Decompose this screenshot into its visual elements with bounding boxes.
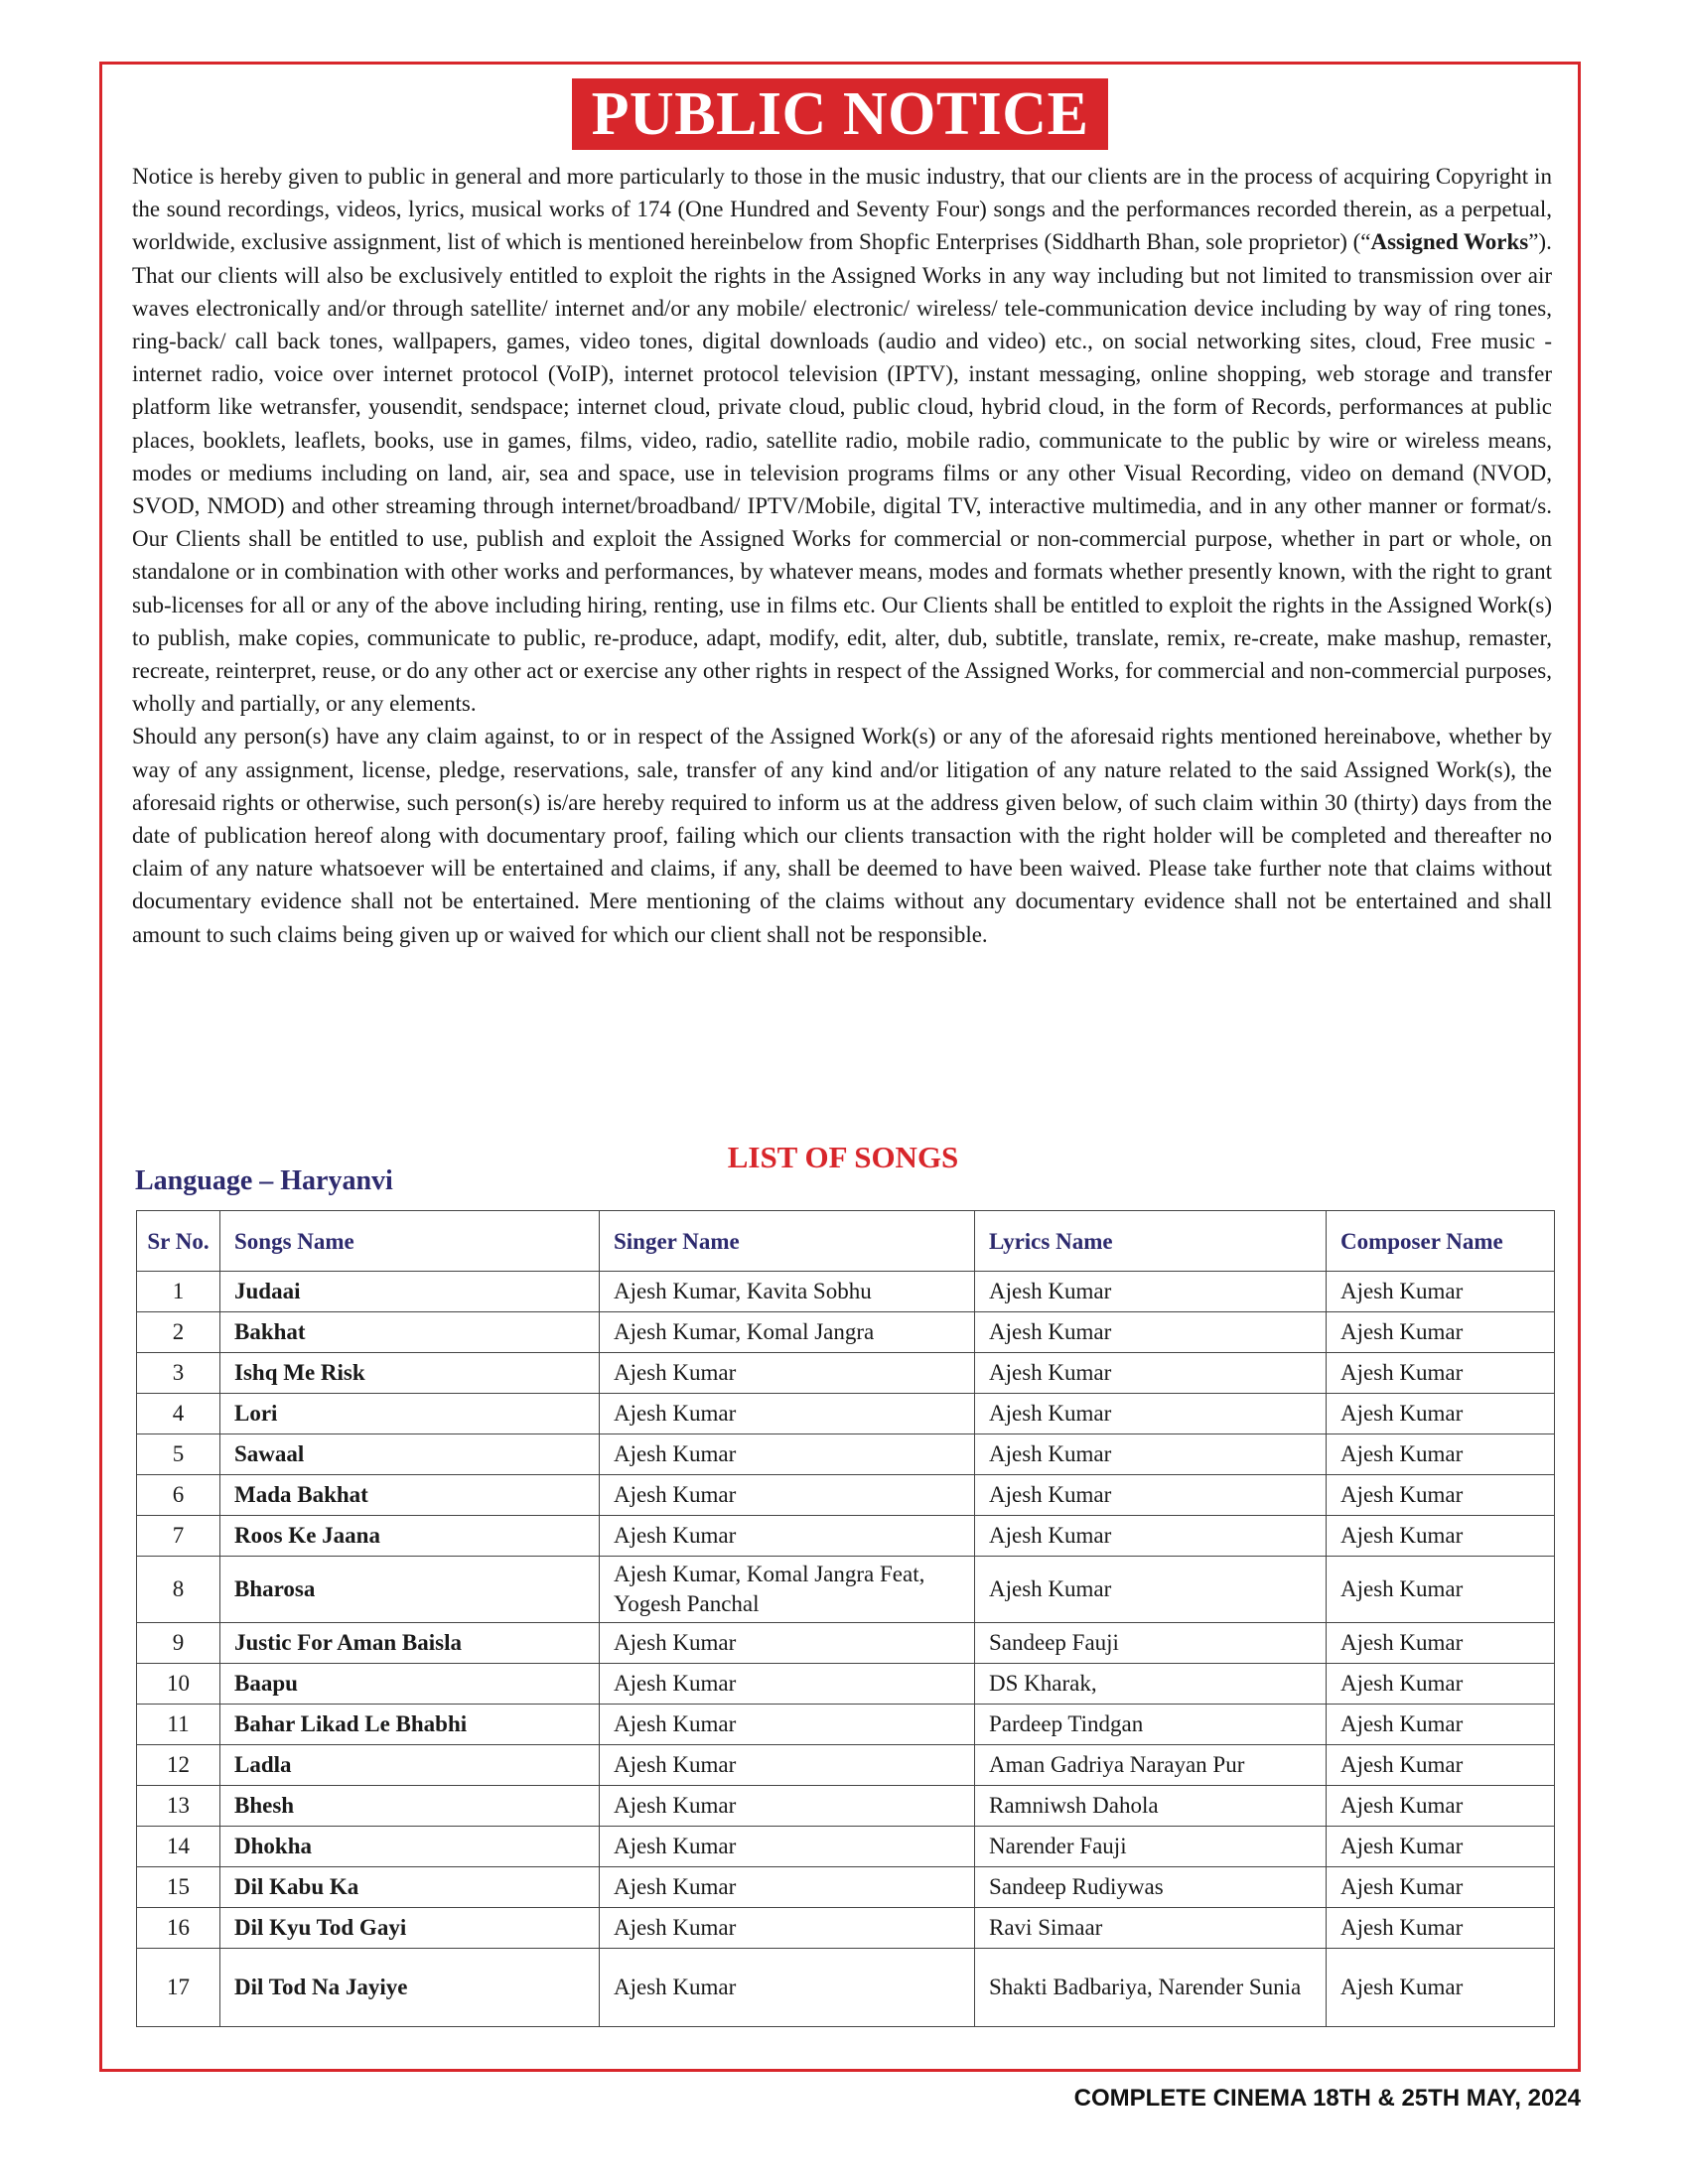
cell-sr: 15	[137, 1867, 220, 1908]
cell-lyrics: Narender Fauji	[975, 1827, 1327, 1867]
cell-singer: Ajesh Kumar	[600, 1705, 975, 1745]
cell-composer: Ajesh Kumar	[1327, 1786, 1555, 1827]
cell-song: Ishq Me Risk	[220, 1353, 600, 1394]
cell-lyrics: Ajesh Kumar	[975, 1353, 1327, 1394]
cell-song: Bahar Likad Le Bhabhi	[220, 1705, 600, 1745]
cell-song: Dhokha	[220, 1827, 600, 1867]
cell-sr: 10	[137, 1664, 220, 1705]
cell-lyrics: Ajesh Kumar	[975, 1557, 1327, 1623]
cell-composer: Ajesh Kumar	[1327, 1705, 1555, 1745]
publication-footer: COMPLETE CINEMA 18TH & 25TH MAY, 2024	[1073, 2085, 1581, 2112]
cell-lyrics: Sandeep Fauji	[975, 1623, 1327, 1664]
table-row	[137, 1475, 1555, 1516]
cell-sr: 16	[137, 1908, 220, 1949]
table-row	[137, 1557, 1555, 1623]
header-songs-name: Songs Name	[220, 1211, 600, 1272]
cell-sr: 3	[137, 1353, 220, 1394]
cell-sr: 8	[137, 1557, 220, 1623]
cell-sr: 2	[137, 1312, 220, 1353]
table-row	[137, 1516, 1555, 1557]
cell-song: Justic For Aman Baisla	[220, 1623, 600, 1664]
cell-composer: Ajesh Kumar	[1327, 1272, 1555, 1312]
cell-singer: Ajesh Kumar	[600, 1353, 975, 1394]
cell-song: Lori	[220, 1394, 600, 1434]
notice-body	[132, 160, 1552, 951]
header-singer-name: Singer Name	[600, 1211, 975, 1272]
cell-composer: Ajesh Kumar	[1327, 1312, 1555, 1353]
cell-song: Bharosa	[220, 1557, 600, 1623]
table-row	[137, 1664, 1555, 1705]
cell-sr: 5	[137, 1434, 220, 1475]
cell-song: Roos Ke Jaana	[220, 1516, 600, 1557]
cell-lyrics: Pardeep Tindgan	[975, 1705, 1327, 1745]
cell-sr: 6	[137, 1475, 220, 1516]
cell-singer: Ajesh Kumar, Kavita Sobhu	[600, 1272, 975, 1312]
header-lyrics-name: Lyrics Name	[975, 1211, 1327, 1272]
title-wrap	[102, 78, 1578, 150]
cell-sr: 13	[137, 1786, 220, 1827]
language-label: Language – Haryanvi	[135, 1165, 393, 1196]
cell-lyrics: Ajesh Kumar	[975, 1394, 1327, 1434]
table-row	[137, 1949, 1555, 2027]
cell-sr: 4	[137, 1394, 220, 1434]
cell-singer: Ajesh Kumar	[600, 1664, 975, 1705]
cell-singer: Ajesh Kumar	[600, 1949, 975, 2027]
cell-sr: 11	[137, 1705, 220, 1745]
cell-song: Ladla	[220, 1745, 600, 1786]
cell-singer: Ajesh Kumar	[600, 1908, 975, 1949]
cell-composer: Ajesh Kumar	[1327, 1475, 1555, 1516]
cell-song: Bakhat	[220, 1312, 600, 1353]
notice-paragraph-1	[132, 160, 1552, 259]
cell-sr: 14	[137, 1827, 220, 1867]
notice-frame	[99, 62, 1581, 2072]
cell-composer: Ajesh Kumar	[1327, 1908, 1555, 1949]
cell-sr: 12	[137, 1745, 220, 1786]
table-row	[137, 1867, 1555, 1908]
cell-singer: Ajesh Kumar	[600, 1867, 975, 1908]
cell-singer: Ajesh Kumar, Komal Jangra	[600, 1312, 975, 1353]
cell-lyrics: Ajesh Kumar	[975, 1516, 1327, 1557]
cell-singer: Ajesh Kumar	[600, 1434, 975, 1475]
table-row	[137, 1908, 1555, 1949]
cell-lyrics: Ravi Simaar	[975, 1908, 1327, 1949]
cell-singer: Ajesh Kumar	[600, 1623, 975, 1664]
cell-sr: 17	[137, 1949, 220, 2027]
table-row	[137, 1623, 1555, 1664]
cell-song: Dil Tod Na Jayiye	[220, 1949, 600, 2027]
cell-song: Dil Kabu Ka	[220, 1867, 600, 1908]
cell-sr: 1	[137, 1272, 220, 1312]
cell-song: Judaai	[220, 1272, 600, 1312]
cell-composer: Ajesh Kumar	[1327, 1516, 1555, 1557]
cell-singer: Ajesh Kumar	[600, 1516, 975, 1557]
cell-lyrics: Ajesh Kumar	[975, 1475, 1327, 1516]
cell-singer: Ajesh Kumar	[600, 1827, 975, 1867]
table-row	[137, 1353, 1555, 1394]
cell-song: Bhesh	[220, 1786, 600, 1827]
songs-table	[136, 1210, 1555, 2027]
cell-singer: Ajesh Kumar	[600, 1745, 975, 1786]
cell-lyrics: Sandeep Rudiywas	[975, 1867, 1327, 1908]
p1-end: ”).	[1528, 229, 1552, 255]
table-row	[137, 1705, 1555, 1745]
table-row	[137, 1745, 1555, 1786]
list-title: LIST OF SONGS	[727, 1140, 959, 1174]
cell-song: Dil Kyu Tod Gayi	[220, 1908, 600, 1949]
cell-composer: Ajesh Kumar	[1327, 1394, 1555, 1434]
table-row	[137, 1312, 1555, 1353]
cell-composer: Ajesh Kumar	[1327, 1827, 1555, 1867]
cell-lyrics: Shakti Badbariya, Narender Sunia	[975, 1949, 1327, 2027]
cell-composer: Ajesh Kumar	[1327, 1745, 1555, 1786]
notice-paragraph-2: That our clients will also be exclusively entitled to exploit the rights in the Assigned Works in any way including but not limited to transmission over air waves electronically and/or through satellite/ internet and/or any mobile/ electronic/ wireless/ tele-communication device including by way of ring tones, ring-back/ call back tones, wallpapers, games, video tones, digital downloads (audio and video) etc., on social networking sites, cloud, Free music - internet radio, voice over internet protocol (VoIP), internet protocol television (IPTV), instant messaging, online shopping, web storage and transfer platform like wetransfer, yousendit, sendspace; internet cloud, private cloud, public cloud, hybrid cloud, in the form of Records, performances at public places, booklets, leaflets, books, use in games, films, video, radio, satellite radio, mobile radio, communicate to the public by wire or wireless means, modes or mediums including on land, air, sea and space, use in television programs films or any other Visual Recording, video on demand (NVOD, SVOD, NMOD) and other streaming through internet/broadband/ IPTV/Mobile, digital TV, interactive multimedia, and in any other manner or format/s. Our Clients shall be entitled to use, publish and exploit the Assigned Works for commercial or non-commercial purpose, whether in part or whole, on standalone or in combination with other works and performances, by whatever means, modes and formats whether presently known, with the right to grant sub-licenses for all or any of the above including hiring, renting, use in films etc. Our Clients shall be entitled to exploit the rights in the Assigned Work(s) to publish, make copies, communicate to public, re-produce, adapt, modify, edit, alter, dub, subtitle, translate, remix, re-create, make mashup, remaster, recreate, reinterpret, reuse, or do any other act or exercise any other rights in respect of the Assigned Works, for commercial and non-commercial purposes, wholly and partially, or any elements.	[132, 262, 1552, 717]
header-sr-no: Sr No.	[137, 1211, 220, 1272]
cell-composer: Ajesh Kumar	[1327, 1949, 1555, 2027]
table-row	[137, 1434, 1555, 1475]
table-row	[137, 1786, 1555, 1827]
cell-sr: 7	[137, 1516, 220, 1557]
cell-lyrics: Ajesh Kumar	[975, 1434, 1327, 1475]
cell-composer: Ajesh Kumar	[1327, 1623, 1555, 1664]
cell-singer: Ajesh Kumar	[600, 1786, 975, 1827]
cell-singer: Ajesh Kumar, Komal Jangra Feat, Yogesh Panchal	[600, 1557, 975, 1623]
cell-lyrics: Ajesh Kumar	[975, 1272, 1327, 1312]
table-header-row	[137, 1211, 1555, 1272]
cell-composer: Ajesh Kumar	[1327, 1557, 1555, 1623]
cell-singer: Ajesh Kumar	[600, 1475, 975, 1516]
cell-lyrics: DS Kharak,	[975, 1664, 1327, 1705]
cell-lyrics: Aman Gadriya Narayan Pur	[975, 1745, 1327, 1786]
cell-lyrics: Ramniwsh Dahola	[975, 1786, 1327, 1827]
cell-sr: 9	[137, 1623, 220, 1664]
cell-song: Sawaal	[220, 1434, 600, 1475]
cell-composer: Ajesh Kumar	[1327, 1353, 1555, 1394]
notice-title: PUBLIC NOTICE	[572, 78, 1109, 150]
cell-singer: Ajesh Kumar	[600, 1394, 975, 1434]
assigned-works-term: Assigned Works	[1370, 229, 1529, 255]
cell-composer: Ajesh Kumar	[1327, 1434, 1555, 1475]
cell-lyrics: Ajesh Kumar	[975, 1312, 1327, 1353]
header-composer-name: Composer Name	[1327, 1211, 1555, 1272]
cell-composer: Ajesh Kumar	[1327, 1664, 1555, 1705]
table-row	[137, 1827, 1555, 1867]
cell-composer: Ajesh Kumar	[1327, 1867, 1555, 1908]
cell-song: Baapu	[220, 1664, 600, 1705]
table-row	[137, 1272, 1555, 1312]
table-row	[137, 1394, 1555, 1434]
p1-text: Notice is hereby given to public in general and more particularly to those in the music industry, that our clients are in the process of acquiring Copyright in the sound recordings, videos, lyrics, musical works of 174 (One Hundred and Seventy Four) songs and the performances recorded therein, as a perpetual, worldwide, exclusive assignment, list of which is mentioned hereinbelow from Shopfic Enterprises (Siddharth Bhan, sole proprietor) (“	[132, 164, 1552, 255]
notice-paragraph-3: Should any person(s) have any claim against, to or in respect of the Assigned Work(s) or any of the aforesaid rights mentioned hereinabove, whether by way of any assignment, license, pledge, reservations, sale, transfer of any kind and/or litigation of any nature related to the said Assigned Work(s), the aforesaid rights or otherwise, such person(s) is/are hereby required to inform us at the address given below, of such claim within 30 (thirty) days from the date of publication hereof along with documentary proof, failing which our clients transaction with the right holder will be completed and thereafter no claim of any nature whatsoever will be entertained and claims, if any, shall be deemed to have been waived. Please take further note that claims without documentary evidence shall not be entertained. Mere mentioning of the claims without any documentary evidence shall not be entertained and shall amount to such claims being given up or waived for which our client shall not be responsible.	[132, 724, 1552, 947]
cell-song: Mada Bakhat	[220, 1475, 600, 1516]
